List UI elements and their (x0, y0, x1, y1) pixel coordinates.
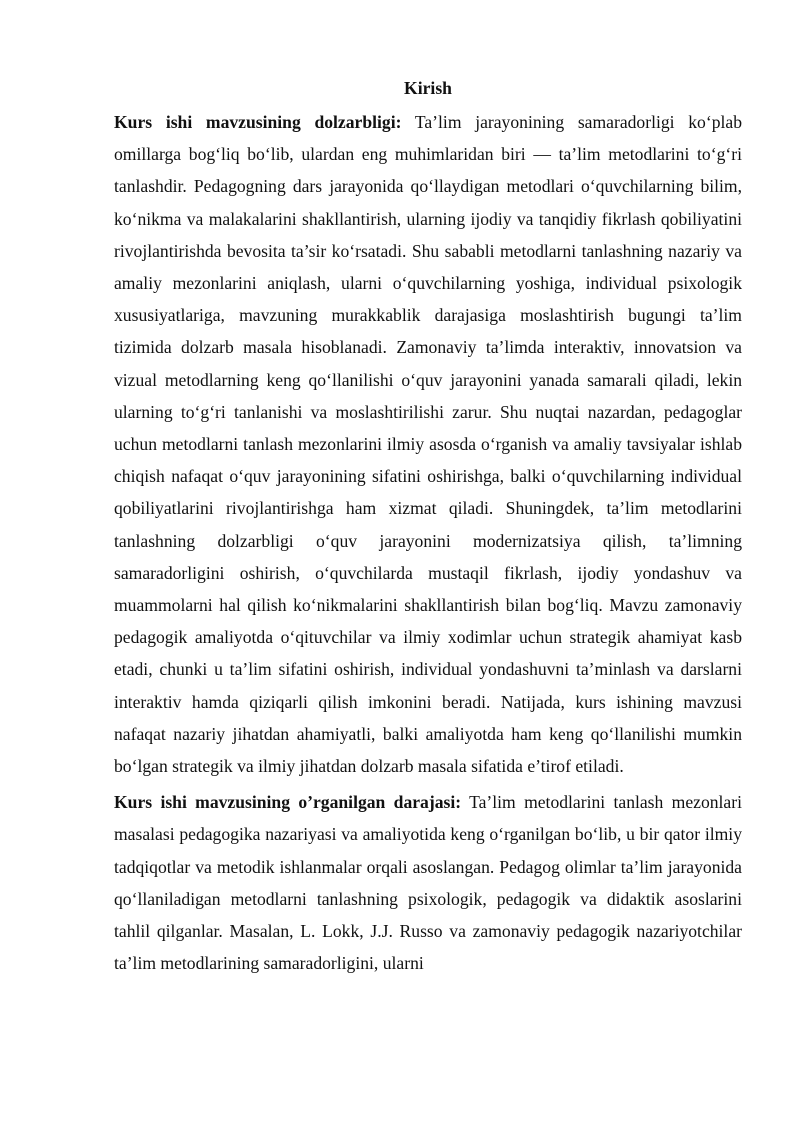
paragraph-body: Ta’lim jarayonining samaradorligi ko‘plab omillarga bog‘liq bo‘lib, ulardan eng muhimlaridan biri — ta’lim metodlarini to‘g‘ri tanlashdir. Pedagogning dars jarayonida qo‘llaydigan metodlari o‘quvchilarning bilim, ko‘nikma va malakalarini shakllantirish, ularning ijodiy va tanqidiy fikrlash qobiliyatini rivojlantirishda bevosita ta’sir ko‘rsatadi. Shu sababli metodlarni tanlashning nazariy va amaliy mezonlarini aniqlash, ularni o‘quvchilarning yoshiga, individual psixologik xususiyatlariga, mavzuning murakkablik darajasiga moslashtirish bugungi ta’lim tizimida dolzarb masala hisoblanadi. Zamonaviy ta’limda interaktiv, innovatsion va vizual metodlarning keng qo‘llanilishi o‘quv jarayonini yanada samarali qiladi, lekin ularning to‘g‘ri tanlanishi va moslashtirilishi zarur. Shu nuqtai nazardan, pedagoglar uchun metodlarni tanlash mezonlarini ilmiy asosda o‘rganish va amaliy tavsiyalar ishlab chiqish nafaqat o‘quv jarayonining sifatini oshirishga, balki o‘quvchilarning individual qobiliyatlarini rivojlantirishga ham xizmat qiladi. Shuningdek, ta’lim metodlarini tanlashning dolzarbligi o‘quv jarayonini modernizatsiya qilish, ta’limning samaradorligini oshirish, o‘quvchilarda mustaqil fikrlash, ijodiy yondashuv va muammolarni hal qilish ko‘nikmalarini shakllantirish bilan bog‘liq. Mavzu zamonaviy pedagogik amaliyotda o‘qituvchilar va ilmiy xodimlar uchun strategik ahamiyat kasb etadi, chunki u ta’lim sifatini oshirish, individual yondashuvni ta’minlash va darslarni interaktiv hamda qiziqarli qilish imkonini beradi. Natijada, kurs ishining mavzusi nafaqat nazariy jihatdan ahamiyatli, balki amaliyotda ham keng qo‘llanilishi mumkin bo‘lgan strategik va ilmiy jihatdan dolzarb masala sifatida e’tirof etiladi. (114, 112, 742, 777)
paragraph-lead: Kurs ishi mavzusining dolzarbligi: (114, 112, 402, 132)
paragraph-body: Ta’lim metodlarini tanlash mezonlari masalasi pedagogika nazariyasi va amaliyotida keng o‘rganilgan bo‘lib, u bir qator ilmiy tadqiqotlar va metodik ishlanmalar orqali asoslangan. Pedagog olimlar ta’lim jarayonida qo‘llaniladigan metodlarni tanlashning psixologik, pedagogik va didaktik asoslarini tahlil qilganlar. Masalan, L. Lokk, J.J. Russo va zamonaviy pedagogik nazariyotchilar ta’lim metodlarining samaradorligini, ularni (114, 792, 742, 974)
document-page (114, 72, 742, 983)
section-title: Kirish (404, 78, 452, 98)
paragraph-lead: Kurs ishi mavzusining o’rganilgan darajasi: (114, 792, 462, 813)
paragraph-study-level (114, 786, 742, 979)
paragraph-relevance (114, 106, 742, 782)
